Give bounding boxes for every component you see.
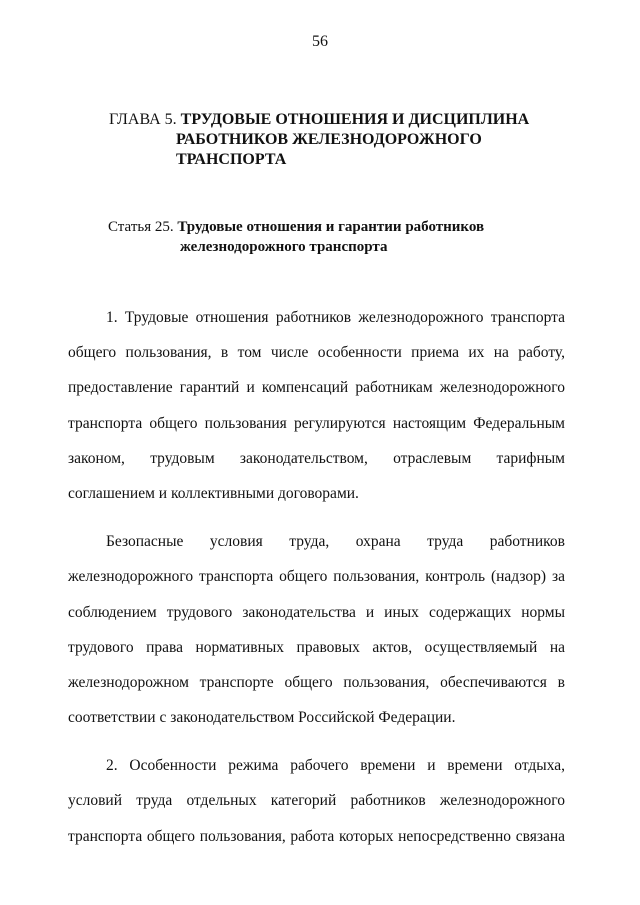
paragraph-line: соблюдением трудового законодательства и иных содержащих нормы <box>68 603 565 621</box>
chapter-heading-line <box>109 110 579 130</box>
chapter-title-line-2: РАБОТНИКОВ ЖЕЛЕЗНОДОРОЖНОГО <box>176 131 482 148</box>
chapter-title-line-3: ТРАНСПОРТА <box>176 151 287 168</box>
paragraph-line: соответствии с законодательством Российской Федерации. <box>68 709 456 727</box>
paragraph-line: железнодорожном транспорте общего пользования, обеспечиваются в <box>68 673 565 691</box>
chapter-title-line-1: ТРУДОВЫЕ ОТНОШЕНИЯ И ДИСЦИПЛИНА <box>180 111 530 128</box>
paragraph-line: 2. Особенности режима рабочего времени и времени отдыха, <box>106 757 565 775</box>
paragraph-line: общего пользования, в том числе особенности приема их на работу, <box>68 344 565 362</box>
paragraph-line: железнодорожного транспорта общего пользования, контроль (надзор) за <box>68 568 565 586</box>
paragraph-2 <box>68 524 565 735</box>
chapter-label: ГЛАВА 5. <box>109 111 177 128</box>
paragraph-3 <box>68 748 565 854</box>
page-number: 56 <box>312 33 328 50</box>
paragraph-1 <box>68 300 565 511</box>
paragraph-line: трудового права нормативных правовых актов, осуществляемый на <box>68 638 565 656</box>
paragraph-line: законом, трудовым законодательством, отраслевым тарифным <box>68 449 565 467</box>
paragraph-spacer <box>68 511 565 524</box>
paragraph-line: транспорта общего пользования, работа которых непосредственно связана <box>68 827 565 845</box>
paragraph-line: транспорта общего пользования регулируются настоящим Федеральным <box>68 414 565 432</box>
paragraph-spacer <box>68 735 565 748</box>
article-label: Статья 25. <box>108 219 174 235</box>
article-title-line-1: Трудовые отношения и гарантии работников <box>177 219 485 235</box>
chapter-heading <box>109 110 579 170</box>
paragraph-line: предоставление гарантий и компенсаций работникам железнодорожного <box>68 379 565 397</box>
paragraph-line: условий труда отдельных категорий работников железнодорожного <box>68 792 565 810</box>
paragraph-line: Безопасные условия труда, охрана труда работников <box>106 533 565 551</box>
article-title-line-2: железнодорожного транспорта <box>180 239 388 255</box>
article-heading-line <box>108 217 578 237</box>
paragraph-line: 1. Трудовые отношения работников железнодорожного транспорта <box>106 309 565 326</box>
paragraph-line: соглашением и коллективными договорами. <box>68 484 359 502</box>
article-body <box>68 300 565 854</box>
article-heading <box>108 217 578 257</box>
